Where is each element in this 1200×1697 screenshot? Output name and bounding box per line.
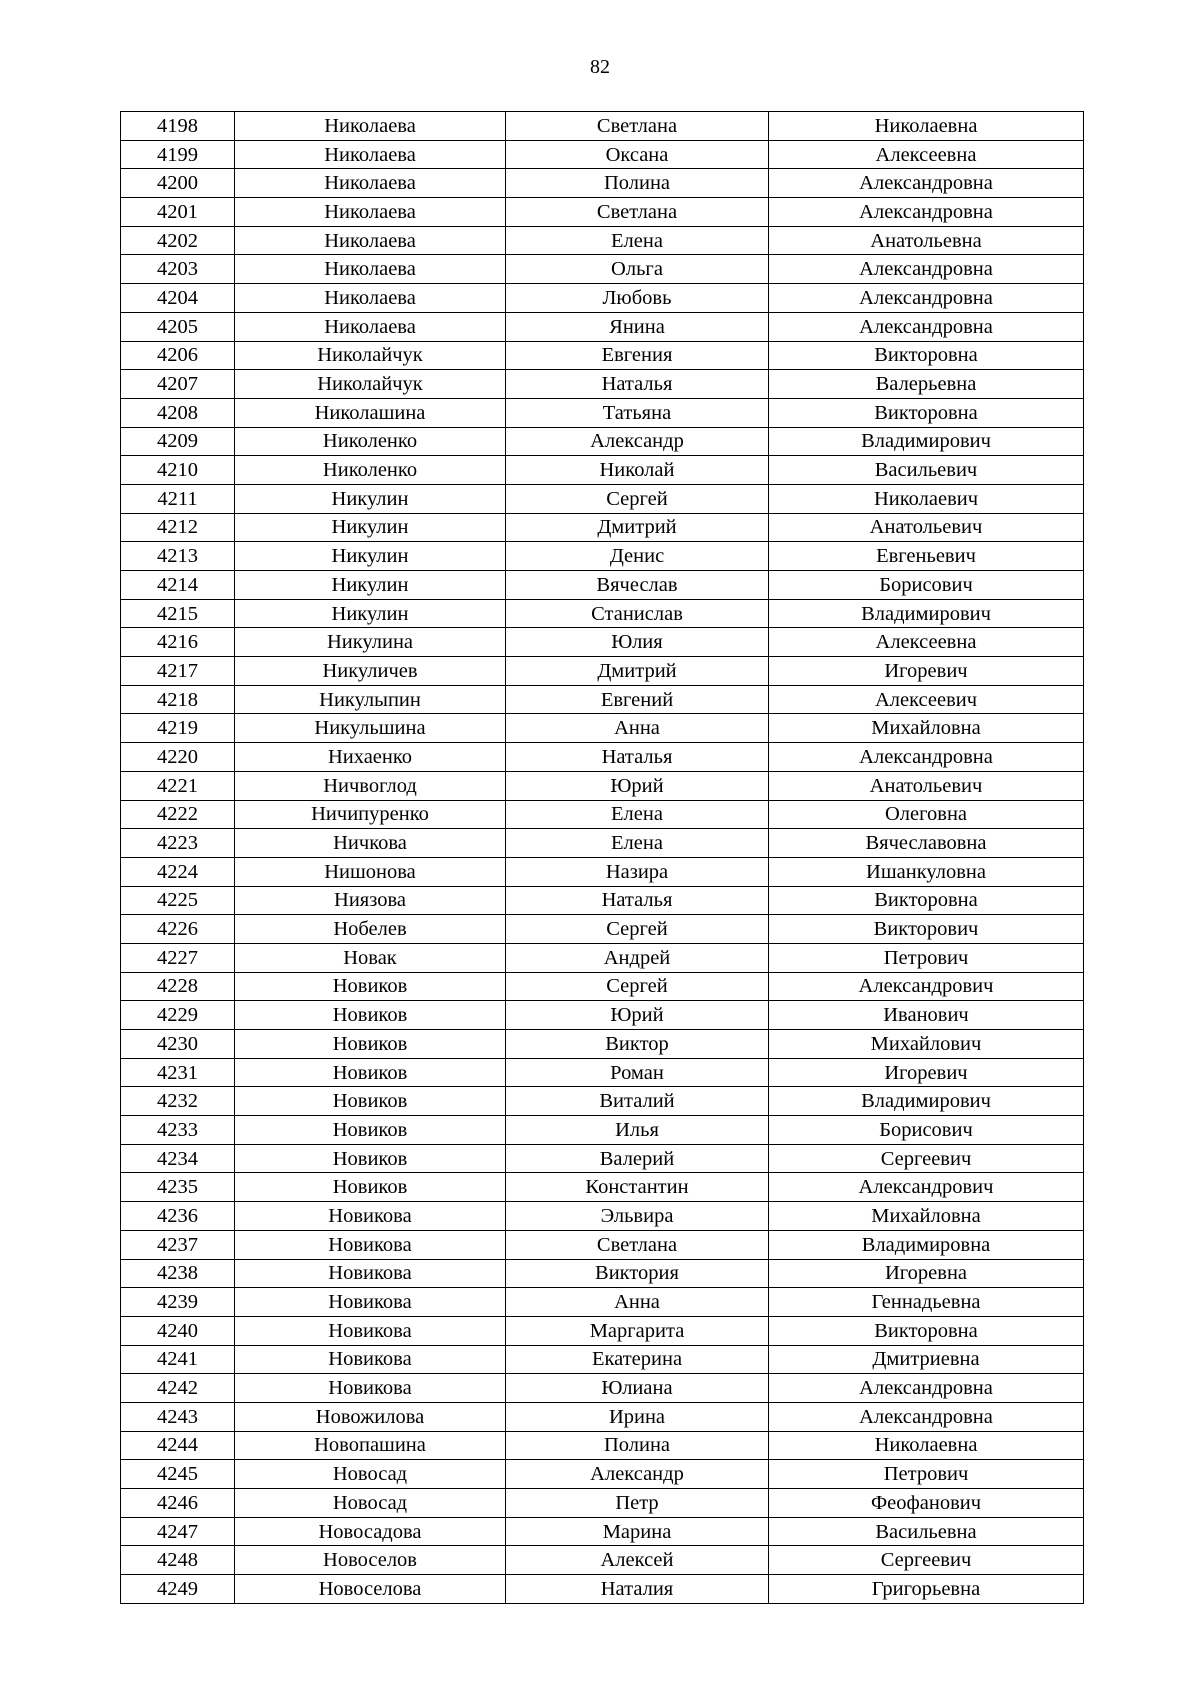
surname-cell: Никулин xyxy=(235,599,506,628)
first-name-cell: Валерий xyxy=(506,1144,769,1173)
first-name-cell: Александр xyxy=(506,1460,769,1489)
row-number-cell: 4217 xyxy=(121,657,235,686)
table-row xyxy=(121,1288,1084,1317)
patronymic-cell: Вячеславовна xyxy=(769,829,1084,858)
patronymic-cell: Николаевна xyxy=(769,1431,1084,1460)
patronymic-cell: Феофанович xyxy=(769,1489,1084,1518)
first-name-cell: Наталья xyxy=(506,886,769,915)
surname-cell: Новиков xyxy=(235,1087,506,1116)
page-number: 82 xyxy=(590,56,610,78)
patronymic-cell: Александровна xyxy=(769,169,1084,198)
table-row xyxy=(121,542,1084,571)
first-name-cell: Янина xyxy=(506,312,769,341)
row-number-cell: 4244 xyxy=(121,1431,235,1460)
row-number-cell: 4226 xyxy=(121,915,235,944)
patronymic-cell: Михайловна xyxy=(769,714,1084,743)
row-number-cell: 4233 xyxy=(121,1116,235,1145)
table-row xyxy=(121,1345,1084,1374)
first-name-cell: Наталия xyxy=(506,1575,769,1604)
first-name-cell: Вячеслав xyxy=(506,571,769,600)
table-row xyxy=(121,800,1084,829)
row-number-cell: 4218 xyxy=(121,685,235,714)
patronymic-cell: Дмитриевна xyxy=(769,1345,1084,1374)
row-number-cell: 4235 xyxy=(121,1173,235,1202)
first-name-cell: Назира xyxy=(506,857,769,886)
first-name-cell: Алексей xyxy=(506,1546,769,1575)
patronymic-cell: Александровна xyxy=(769,198,1084,227)
first-name-cell: Виктория xyxy=(506,1259,769,1288)
row-number-cell: 4205 xyxy=(121,312,235,341)
first-name-cell: Роман xyxy=(506,1058,769,1087)
patronymic-cell: Викторовна xyxy=(769,398,1084,427)
table-row xyxy=(121,1230,1084,1259)
table-row xyxy=(121,1489,1084,1518)
surname-cell: Новоселова xyxy=(235,1575,506,1604)
row-number-cell: 4198 xyxy=(121,112,235,141)
first-name-cell: Наталья xyxy=(506,743,769,772)
table-row xyxy=(121,1058,1084,1087)
surname-cell: Новиков xyxy=(235,1144,506,1173)
first-name-cell: Елена xyxy=(506,829,769,858)
row-number-cell: 4210 xyxy=(121,456,235,485)
patronymic-cell: Викторович xyxy=(769,915,1084,944)
patronymic-cell: Алексеевна xyxy=(769,140,1084,169)
table-row xyxy=(121,169,1084,198)
row-number-cell: 4238 xyxy=(121,1259,235,1288)
patronymic-cell: Викторовна xyxy=(769,341,1084,370)
table-row xyxy=(121,1517,1084,1546)
surname-cell: Новикова xyxy=(235,1374,506,1403)
first-name-cell: Евгений xyxy=(506,685,769,714)
row-number-cell: 4208 xyxy=(121,398,235,427)
row-number-cell: 4200 xyxy=(121,169,235,198)
patronymic-cell: Игоревна xyxy=(769,1259,1084,1288)
surname-cell: Николаева xyxy=(235,198,506,227)
surname-cell: Новопашина xyxy=(235,1431,506,1460)
first-name-cell: Ирина xyxy=(506,1402,769,1431)
patronymic-cell: Владимировна xyxy=(769,1230,1084,1259)
surname-cell: Николаева xyxy=(235,140,506,169)
row-number-cell: 4203 xyxy=(121,255,235,284)
row-number-cell: 4202 xyxy=(121,226,235,255)
patronymic-cell: Владимирович xyxy=(769,599,1084,628)
row-number-cell: 4213 xyxy=(121,542,235,571)
surname-cell: Новиков xyxy=(235,1173,506,1202)
table-row xyxy=(121,857,1084,886)
patronymic-cell: Алексеевна xyxy=(769,628,1084,657)
patronymic-cell: Сергеевич xyxy=(769,1546,1084,1575)
surname-cell: Ничипуренко xyxy=(235,800,506,829)
row-number-cell: 4214 xyxy=(121,571,235,600)
first-name-cell: Александр xyxy=(506,427,769,456)
patronymic-cell: Викторовна xyxy=(769,886,1084,915)
table-row xyxy=(121,943,1084,972)
row-number-cell: 4199 xyxy=(121,140,235,169)
surname-cell: Новиков xyxy=(235,1116,506,1145)
first-name-cell: Илья xyxy=(506,1116,769,1145)
row-number-cell: 4245 xyxy=(121,1460,235,1489)
surname-cell: Новожилова xyxy=(235,1402,506,1431)
first-name-cell: Марина xyxy=(506,1517,769,1546)
table-row xyxy=(121,1116,1084,1145)
surname-cell: Николаева xyxy=(235,226,506,255)
table-row xyxy=(121,456,1084,485)
surname-cell: Новикова xyxy=(235,1345,506,1374)
row-number-cell: 4234 xyxy=(121,1144,235,1173)
surname-cell: Николаева xyxy=(235,112,506,141)
table-row xyxy=(121,886,1084,915)
row-number-cell: 4237 xyxy=(121,1230,235,1259)
first-name-cell: Сергей xyxy=(506,972,769,1001)
patronymic-cell: Александровна xyxy=(769,743,1084,772)
table-row xyxy=(121,140,1084,169)
patronymic-cell: Михайловна xyxy=(769,1202,1084,1231)
row-number-cell: 4248 xyxy=(121,1546,235,1575)
row-number-cell: 4239 xyxy=(121,1288,235,1317)
surname-cell: Новикова xyxy=(235,1230,506,1259)
first-name-cell: Ольга xyxy=(506,255,769,284)
first-name-cell: Николай xyxy=(506,456,769,485)
patronymic-cell: Александровна xyxy=(769,284,1084,313)
first-name-cell: Анна xyxy=(506,1288,769,1317)
surname-cell: Ничвоглод xyxy=(235,771,506,800)
first-name-cell: Виталий xyxy=(506,1087,769,1116)
row-number-cell: 4242 xyxy=(121,1374,235,1403)
surname-cell: Николаева xyxy=(235,312,506,341)
surname-cell: Новиков xyxy=(235,972,506,1001)
row-number-cell: 4246 xyxy=(121,1489,235,1518)
first-name-cell: Светлана xyxy=(506,198,769,227)
patronymic-cell: Олеговна xyxy=(769,800,1084,829)
surname-cell: Никулин xyxy=(235,542,506,571)
row-number-cell: 4228 xyxy=(121,972,235,1001)
row-number-cell: 4232 xyxy=(121,1087,235,1116)
first-name-cell: Маргарита xyxy=(506,1316,769,1345)
surname-cell: Новикова xyxy=(235,1288,506,1317)
surname-cell: Николаева xyxy=(235,169,506,198)
row-number-cell: 4223 xyxy=(121,829,235,858)
row-number-cell: 4249 xyxy=(121,1575,235,1604)
surname-cell: Нишонова xyxy=(235,857,506,886)
patronymic-cell: Петрович xyxy=(769,943,1084,972)
patronymic-cell: Александровна xyxy=(769,1402,1084,1431)
patronymic-cell: Васильевич xyxy=(769,456,1084,485)
first-name-cell: Татьяна xyxy=(506,398,769,427)
surname-cell: Новак xyxy=(235,943,506,972)
table-row xyxy=(121,1144,1084,1173)
patronymic-cell: Васильевна xyxy=(769,1517,1084,1546)
first-name-cell: Сергей xyxy=(506,484,769,513)
surname-cell: Ниязова xyxy=(235,886,506,915)
surname-cell: Никулин xyxy=(235,513,506,542)
table-row xyxy=(121,484,1084,513)
patronymic-cell: Александровна xyxy=(769,1374,1084,1403)
row-number-cell: 4212 xyxy=(121,513,235,542)
table-row xyxy=(121,829,1084,858)
surname-cell: Николенко xyxy=(235,427,506,456)
row-number-cell: 4247 xyxy=(121,1517,235,1546)
table-row xyxy=(121,1173,1084,1202)
patronymic-cell: Александрович xyxy=(769,972,1084,1001)
table-row xyxy=(121,1202,1084,1231)
table-row xyxy=(121,198,1084,227)
first-name-cell: Полина xyxy=(506,1431,769,1460)
surname-cell: Николайчук xyxy=(235,370,506,399)
surname-cell: Ничкова xyxy=(235,829,506,858)
first-name-cell: Константин xyxy=(506,1173,769,1202)
first-name-cell: Светлана xyxy=(506,1230,769,1259)
patronymic-cell: Викторовна xyxy=(769,1316,1084,1345)
surname-cell: Нобелев xyxy=(235,915,506,944)
patronymic-cell: Анатольевич xyxy=(769,513,1084,542)
patronymic-cell: Григорьевна xyxy=(769,1575,1084,1604)
first-name-cell: Наталья xyxy=(506,370,769,399)
row-number-cell: 4230 xyxy=(121,1030,235,1059)
patronymic-cell: Анатольевич xyxy=(769,771,1084,800)
surname-cell: Новиков xyxy=(235,1001,506,1030)
surname-cell: Новикова xyxy=(235,1202,506,1231)
patronymic-cell: Владимирович xyxy=(769,427,1084,456)
table-row xyxy=(121,657,1084,686)
first-name-cell: Дмитрий xyxy=(506,657,769,686)
table-row xyxy=(121,427,1084,456)
table-row xyxy=(121,571,1084,600)
row-number-cell: 4219 xyxy=(121,714,235,743)
table-row xyxy=(121,628,1084,657)
row-number-cell: 4241 xyxy=(121,1345,235,1374)
table-row xyxy=(121,1001,1084,1030)
surname-cell: Николенко xyxy=(235,456,506,485)
table-row xyxy=(121,284,1084,313)
roster-table xyxy=(120,111,1084,1604)
surname-cell: Новосад xyxy=(235,1489,506,1518)
table-row xyxy=(121,1460,1084,1489)
surname-cell: Николашина xyxy=(235,398,506,427)
table-row xyxy=(121,1087,1084,1116)
first-name-cell: Юлия xyxy=(506,628,769,657)
patronymic-cell: Борисович xyxy=(769,571,1084,600)
patronymic-cell: Николаевич xyxy=(769,484,1084,513)
surname-cell: Новикова xyxy=(235,1259,506,1288)
patronymic-cell: Валерьевна xyxy=(769,370,1084,399)
surname-cell: Новосадова xyxy=(235,1517,506,1546)
row-number-cell: 4215 xyxy=(121,599,235,628)
patronymic-cell: Борисович xyxy=(769,1116,1084,1145)
patronymic-cell: Петрович xyxy=(769,1460,1084,1489)
surname-cell: Новикова xyxy=(235,1316,506,1345)
patronymic-cell: Евгеньевич xyxy=(769,542,1084,571)
row-number-cell: 4231 xyxy=(121,1058,235,1087)
surname-cell: Нихаенко xyxy=(235,743,506,772)
row-number-cell: 4216 xyxy=(121,628,235,657)
table-row xyxy=(121,599,1084,628)
surname-cell: Никулин xyxy=(235,571,506,600)
patronymic-cell: Александровна xyxy=(769,312,1084,341)
first-name-cell: Эльвира xyxy=(506,1202,769,1231)
table-row xyxy=(121,398,1084,427)
first-name-cell: Дмитрий xyxy=(506,513,769,542)
table-row xyxy=(121,226,1084,255)
first-name-cell: Анна xyxy=(506,714,769,743)
first-name-cell: Станислав xyxy=(506,599,769,628)
surname-cell: Новиков xyxy=(235,1058,506,1087)
table-row xyxy=(121,1431,1084,1460)
surname-cell: Николаева xyxy=(235,284,506,313)
first-name-cell: Денис xyxy=(506,542,769,571)
surname-cell: Никулыпин xyxy=(235,685,506,714)
table-row xyxy=(121,513,1084,542)
patronymic-cell: Александрович xyxy=(769,1173,1084,1202)
roster-table-body xyxy=(121,112,1084,1604)
surname-cell: Николайчук xyxy=(235,341,506,370)
surname-cell: Новоселов xyxy=(235,1546,506,1575)
surname-cell: Никуличев xyxy=(235,657,506,686)
row-number-cell: 4209 xyxy=(121,427,235,456)
row-number-cell: 4201 xyxy=(121,198,235,227)
table-row xyxy=(121,341,1084,370)
table-row xyxy=(121,915,1084,944)
first-name-cell: Сергей xyxy=(506,915,769,944)
row-number-cell: 4206 xyxy=(121,341,235,370)
table-row xyxy=(121,714,1084,743)
surname-cell: Никулин xyxy=(235,484,506,513)
surname-cell: Новиков xyxy=(235,1030,506,1059)
row-number-cell: 4229 xyxy=(121,1001,235,1030)
table-row xyxy=(121,1316,1084,1345)
row-number-cell: 4204 xyxy=(121,284,235,313)
patronymic-cell: Владимирович xyxy=(769,1087,1084,1116)
table-row xyxy=(121,1402,1084,1431)
row-number-cell: 4240 xyxy=(121,1316,235,1345)
patronymic-cell: Александровна xyxy=(769,255,1084,284)
row-number-cell: 4224 xyxy=(121,857,235,886)
table-row xyxy=(121,370,1084,399)
first-name-cell: Елена xyxy=(506,800,769,829)
first-name-cell: Юрий xyxy=(506,771,769,800)
table-row xyxy=(121,743,1084,772)
patronymic-cell: Михайлович xyxy=(769,1030,1084,1059)
table-row xyxy=(121,1575,1084,1604)
row-number-cell: 4220 xyxy=(121,743,235,772)
first-name-cell: Юлиана xyxy=(506,1374,769,1403)
row-number-cell: 4227 xyxy=(121,943,235,972)
surname-cell: Никулина xyxy=(235,628,506,657)
table-row xyxy=(121,685,1084,714)
table-row xyxy=(121,972,1084,1001)
first-name-cell: Полина xyxy=(506,169,769,198)
first-name-cell: Андрей xyxy=(506,943,769,972)
table-row xyxy=(121,255,1084,284)
table-row xyxy=(121,1259,1084,1288)
surname-cell: Новосад xyxy=(235,1460,506,1489)
table-row xyxy=(121,312,1084,341)
patronymic-cell: Алексеевич xyxy=(769,685,1084,714)
patronymic-cell: Николаевна xyxy=(769,112,1084,141)
row-number-cell: 4236 xyxy=(121,1202,235,1231)
patronymic-cell: Анатольевна xyxy=(769,226,1084,255)
first-name-cell: Виктор xyxy=(506,1030,769,1059)
table-row xyxy=(121,112,1084,141)
table-row xyxy=(121,771,1084,800)
patronymic-cell: Геннадьевна xyxy=(769,1288,1084,1317)
first-name-cell: Евгения xyxy=(506,341,769,370)
first-name-cell: Светлана xyxy=(506,112,769,141)
row-number-cell: 4243 xyxy=(121,1402,235,1431)
table-row xyxy=(121,1546,1084,1575)
first-name-cell: Оксана xyxy=(506,140,769,169)
patronymic-cell: Игоревич xyxy=(769,1058,1084,1087)
surname-cell: Николаева xyxy=(235,255,506,284)
row-number-cell: 4211 xyxy=(121,484,235,513)
table-row xyxy=(121,1030,1084,1059)
table-row xyxy=(121,1374,1084,1403)
patronymic-cell: Ишанкуловна xyxy=(769,857,1084,886)
first-name-cell: Петр xyxy=(506,1489,769,1518)
patronymic-cell: Иванович xyxy=(769,1001,1084,1030)
row-number-cell: 4221 xyxy=(121,771,235,800)
row-number-cell: 4225 xyxy=(121,886,235,915)
row-number-cell: 4222 xyxy=(121,800,235,829)
surname-cell: Никульшина xyxy=(235,714,506,743)
first-name-cell: Любовь xyxy=(506,284,769,313)
row-number-cell: 4207 xyxy=(121,370,235,399)
first-name-cell: Елена xyxy=(506,226,769,255)
first-name-cell: Юрий xyxy=(506,1001,769,1030)
patronymic-cell: Игоревич xyxy=(769,657,1084,686)
first-name-cell: Екатерина xyxy=(506,1345,769,1374)
patronymic-cell: Сергеевич xyxy=(769,1144,1084,1173)
